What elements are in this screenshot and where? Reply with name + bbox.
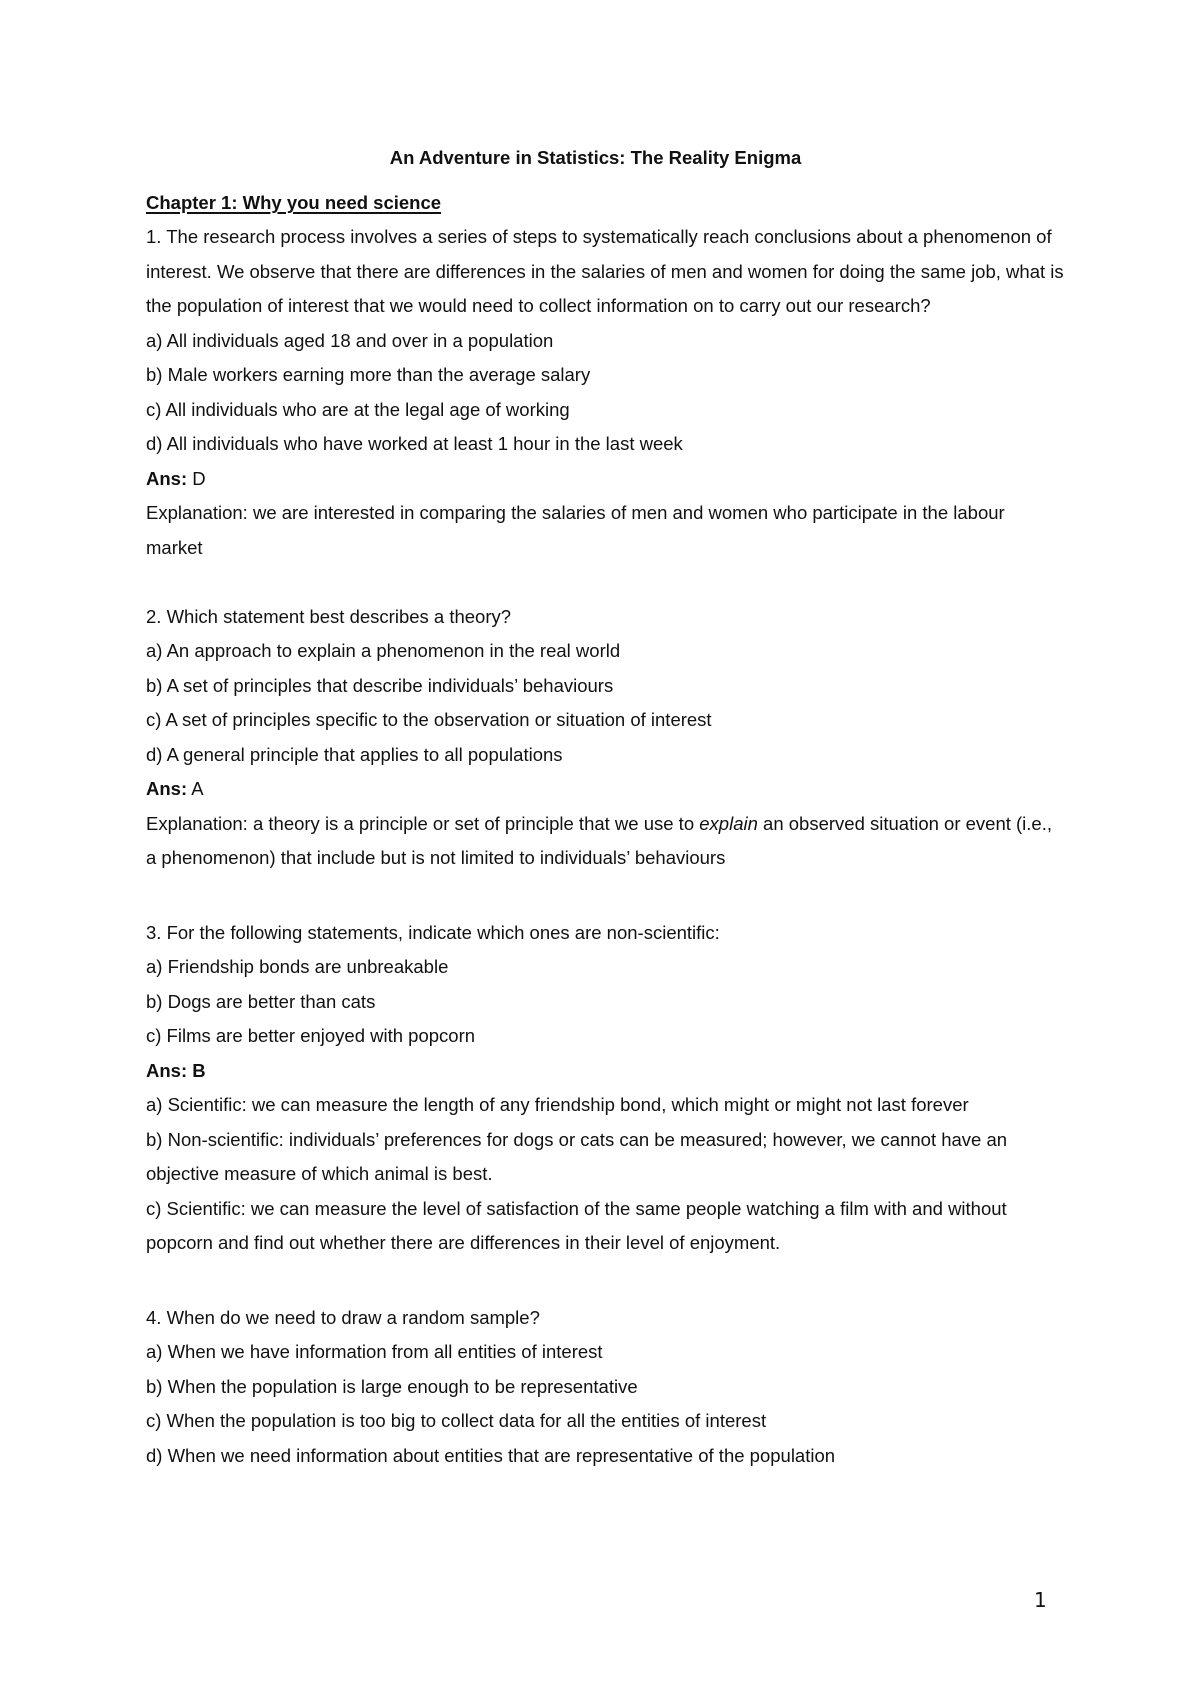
option: a) When we have information from all entities of interest: [146, 1341, 603, 1362]
page-number: 1: [1034, 1588, 1047, 1612]
question-stem: 1. The research process involves a series of steps to systematically reach conclusions about a phenomenon of interest. We observe that there are differences in the salaries of men and women for doing the same job, what is the population of interest that we would need to collect information on to carry out our research?: [146, 226, 1064, 316]
option: d) A general principle that applies to all populations: [146, 743, 563, 765]
question-stem: 2. Which statement best describes a theory?: [146, 605, 512, 627]
option: d) When we need information about entities that are representative of the population: [146, 1444, 836, 1466]
explanation-text: an observed situation or event (i.e., a phenomenon) that include but is not limited to individuals’ behaviours: [146, 812, 1053, 868]
option: a) An approach to explain a phenomenon in the real world: [146, 640, 621, 661]
option: c) Films are better enjoyed with popcorn: [146, 1025, 476, 1046]
answer-label: Ans:: [146, 467, 188, 489]
explanation-text: Explanation: a theory is a principle or set of principle that we use to: [146, 812, 700, 834]
option: b) A set of principles that describe individuals’ behaviours: [146, 674, 614, 696]
question-3: [146, 916, 1066, 1261]
explanation: b) Non-scientific: individuals’ preferences for dogs or cats can be measured; however, we cannot have an objective measure of which animal is best.: [146, 1128, 1008, 1184]
option: b) Dogs are better than cats: [146, 990, 376, 1012]
chapter-heading: Chapter 1: Why you need science: [146, 192, 442, 213]
answer-label: Ans:: [146, 778, 188, 799]
option: b) When the population is large enough to be representative: [146, 1375, 638, 1397]
option: c) All individuals who are at the legal age of working: [146, 398, 570, 420]
answer: [146, 462, 1066, 497]
answer-label: Ans: B: [146, 1059, 206, 1081]
option: d) All individuals who have worked at least 1 hour in the last week: [146, 433, 683, 454]
answer: [146, 772, 1066, 807]
option: c) A set of principles specific to the observation or situation of interest: [146, 709, 712, 730]
explanation: Explanation: we are interested in comparing the salaries of men and women who participate in the labour market: [146, 502, 1005, 558]
answer-value: A: [187, 778, 204, 799]
question-2: [146, 600, 1066, 876]
answer-value: D: [187, 467, 206, 489]
question-stem: 3. For the following statements, indicate which ones are non-scientific:: [146, 921, 720, 943]
explanation: a) Scientific: we can measure the length of any friendship bond, which might or might not last forever: [146, 1094, 969, 1115]
document-title: An Adventure in Statistics: The Reality Enigma: [389, 147, 802, 168]
option: a) Friendship bonds are unbreakable: [146, 956, 449, 977]
explanation: c) Scientific: we can measure the level of satisfaction of the same people watching a film with and without popcorn and find out whether there are differences in their level of enjoyment.: [146, 1197, 1007, 1253]
question-stem: 4. When do we need to draw a random sample?: [146, 1306, 540, 1328]
option: a) All individuals aged 18 and over in a population: [146, 329, 554, 351]
document-body: [146, 220, 1066, 1473]
option: c) When the population is too big to collect data for all the entities of interest: [146, 1410, 767, 1431]
explanation-emphasis: explain: [699, 812, 758, 834]
explanation: [146, 807, 1066, 876]
question-4: [146, 1301, 1066, 1474]
option: b) Male workers earning more than the average salary: [146, 364, 591, 385]
question-1: [146, 220, 1066, 565]
